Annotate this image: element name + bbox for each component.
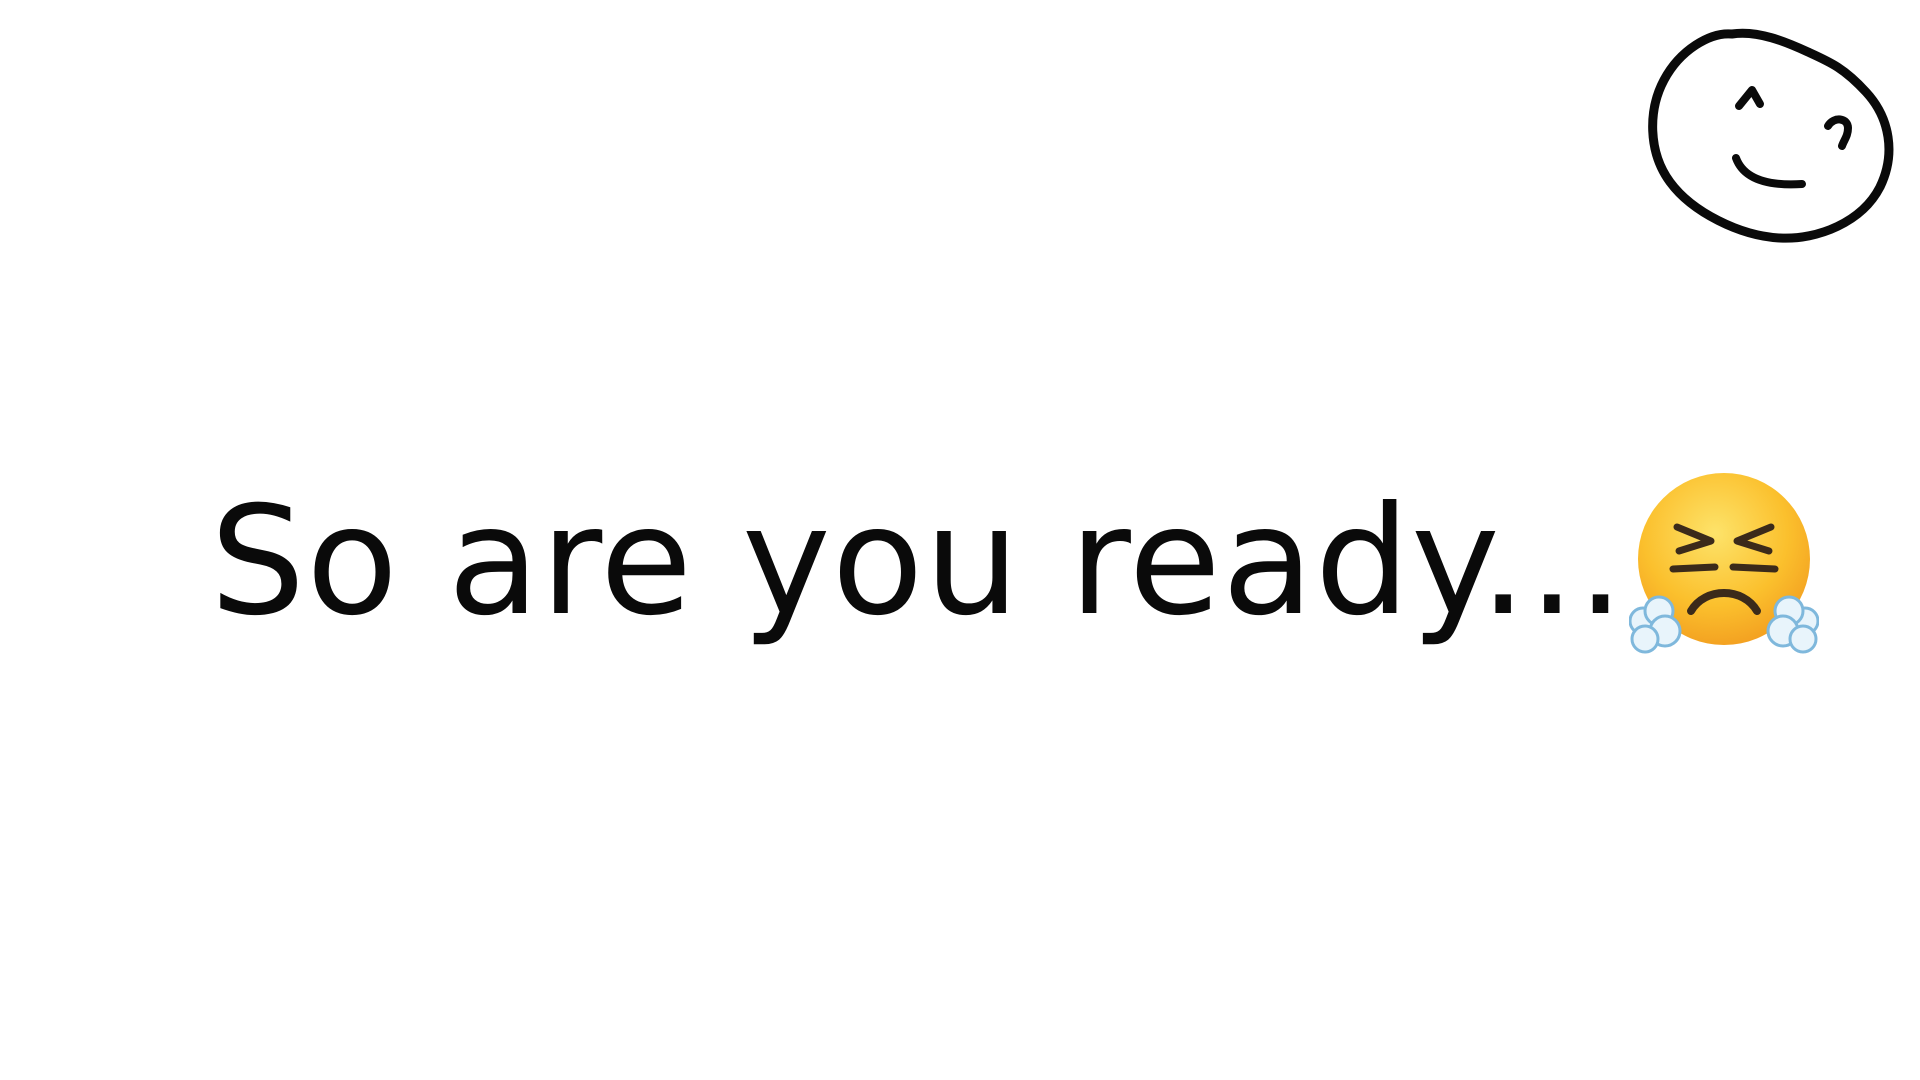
smiley-doodle-icon [1640, 22, 1900, 252]
face-with-steam-from-nose-icon [1629, 471, 1819, 661]
caption-text: So are you ready... [210, 475, 1626, 649]
caption-row [210, 462, 1819, 662]
